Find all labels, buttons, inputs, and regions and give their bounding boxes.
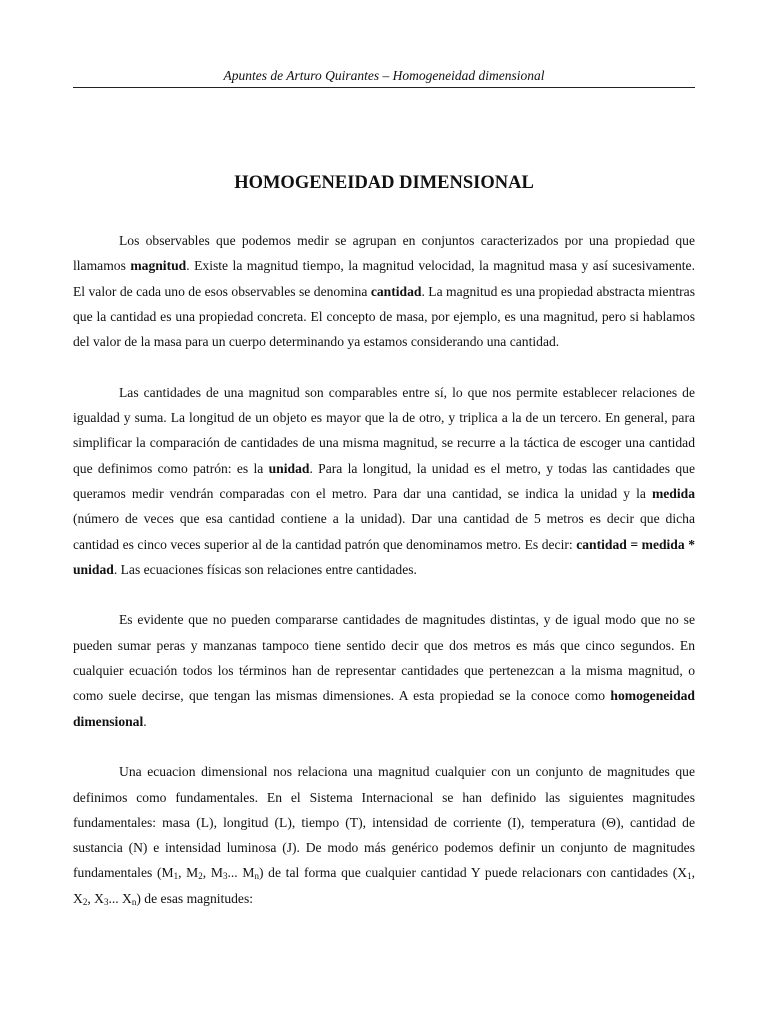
subscript: 2 bbox=[82, 896, 88, 907]
symbol-xn: X bbox=[122, 890, 132, 906]
subscript: 3 bbox=[103, 896, 109, 907]
symbol-m3: M bbox=[210, 865, 223, 881]
subscript: 1 bbox=[687, 871, 692, 882]
text-run: ) de esas magnitudes: bbox=[136, 890, 254, 906]
bold-term-medida: medida bbox=[651, 485, 695, 501]
symbol-m1: M bbox=[161, 865, 174, 881]
header-divider bbox=[73, 87, 695, 88]
text-run: , bbox=[691, 865, 696, 881]
text-run: ... bbox=[227, 865, 243, 881]
symbol-x1: X bbox=[677, 865, 688, 881]
text-run: (número de veces que esa cantidad contiene a la unidad). Dar una cantidad de 5 metros es decir que dicha cantidad es cinco veces superior al de la cantidad patrón que denominamos metro. Es decir: bbox=[73, 511, 695, 552]
text-run: . Existe la magnitud tiempo, la magnitud velocidad, la magnitud masa y así sucesivamente. El valor de cada uno de esos observables se denomina bbox=[73, 258, 695, 299]
symbol-x3: X bbox=[94, 890, 104, 906]
paragraph-3 bbox=[73, 607, 695, 733]
symbol-m2: M bbox=[186, 865, 199, 881]
bold-term-cantidad: cantidad bbox=[370, 283, 422, 299]
text-run: , bbox=[202, 865, 211, 881]
subscript: 2 bbox=[198, 871, 203, 882]
subscript: n bbox=[254, 871, 259, 882]
text-run: Las cantidades de una magnitud son comparables entre sí, lo que nos permite establecer relaciones de igualdad y suma. La longitud de un objeto es mayor que la de otro, y triplica a la de un tercero. En general, para simplificar la comparación de cantidades de una misma magnitud, se recurre a la táctica de escoger una cantidad que definimos como patrón: es la bbox=[73, 384, 695, 476]
document-title: HOMOGENEIDAD DIMENSIONAL bbox=[234, 173, 534, 193]
subscript: 3 bbox=[222, 871, 228, 882]
bold-term-magnitud: magnitud bbox=[130, 258, 187, 274]
text-run: , bbox=[178, 865, 187, 881]
text-run: Los observables que podemos medir se agrupan en conjuntos caracterizados por una propiedad que llamamos bbox=[73, 233, 695, 274]
symbol-mn: M bbox=[242, 865, 255, 881]
paragraph-2 bbox=[73, 380, 695, 582]
text-run: . Las ecuaciones físicas son relaciones entre cantidades. bbox=[113, 561, 417, 577]
text-run: . Para la longitud, la unidad es el metro, y todas las cantidades que queramos medir vendrán comparadas con el metro. Para dar una cantidad, se indica la unidad y la bbox=[73, 460, 695, 501]
text-run: ) de tal forma que cualquier cantidad Y puede relacionars con cantidades ( bbox=[258, 865, 678, 881]
bold-term-homogeneidad: homogeneidad dimensional bbox=[73, 688, 695, 729]
paragraph-4 bbox=[73, 759, 695, 911]
symbol-x2: X bbox=[73, 890, 83, 906]
bold-formula: cantidad = medida * unidad bbox=[73, 536, 695, 577]
text-run: Una ecuacion dimensional nos relaciona una magnitud cualquier con un conjunto de magnitudes que definimos como fundamentales. En el Sistema Internacional se han definido las siguientes magnitudes fundamentales: masa (L), longitud (L), tiempo (T), intensidad de corriente (I), temperatura (Θ), cantidad de sustancia (N) e intensidad luminosa (J). De modo más genérico podemos definir un conjunto de magnitudes fundamentales ( bbox=[73, 764, 695, 881]
subscript: 1 bbox=[173, 871, 179, 882]
bold-term-unidad: unidad bbox=[268, 460, 310, 476]
text-run: ... bbox=[108, 890, 123, 906]
text-run: . bbox=[143, 713, 147, 729]
text-run: , bbox=[87, 890, 95, 906]
document-body bbox=[73, 228, 695, 936]
text-run: Es evidente que no pueden compararse cantidades de magnitudes distintas, y de igual modo que no se pueden sumar peras y manzanas tampoco tiene sentido decir que dos metros es más que cinco segundos. En cualquier ecuación todos los términos han de representar cantidades que pertenezcan a la misma magnitud, o como suele decirse, que tengan las mismas dimensiones. A esta propiedad se la conoce como bbox=[73, 612, 695, 704]
paragraph-1 bbox=[73, 228, 695, 354]
text-run: . La magnitud es una propiedad abstracta mientras que la cantidad es una propiedad concreta. El concepto de masa, por ejemplo, es una magnitud, pero si hablamos del valor de la masa para un cuerpo determinando ya estamos considerando una cantidad. bbox=[73, 283, 695, 350]
running-header: Apuntes de Arturo Quirantes – Homogeneidad dimensional bbox=[223, 68, 545, 83]
subscript: n bbox=[131, 896, 137, 907]
